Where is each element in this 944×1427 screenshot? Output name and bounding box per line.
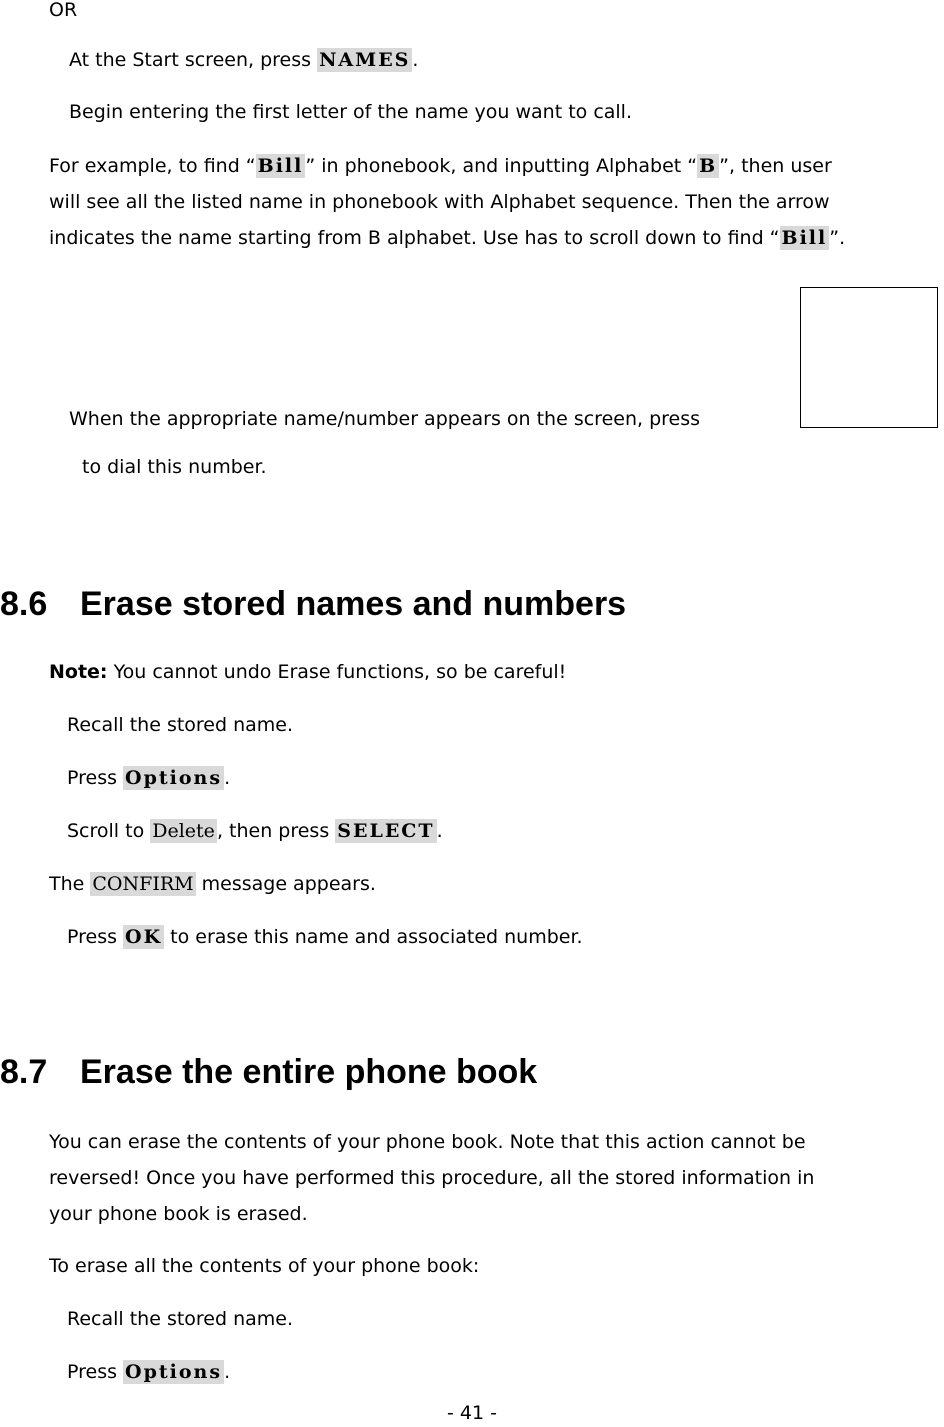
example-line-3	[49, 229, 845, 248]
paragraph-erase-all: To erase all the contents of your phone book:	[49, 1255, 480, 1277]
step-text: At the Start screen, press	[69, 49, 318, 71]
note-text: You cannot undo Erase functions, so be careful!	[107, 661, 567, 683]
section-title: Erase stored names and numbers	[80, 585, 627, 623]
step-text: .	[412, 49, 419, 71]
example-line-2: will see all the listed name in phonebook with Alphabet sequence. Then the arrow	[49, 191, 830, 213]
paragraph-line-3: your phone book is erased.	[49, 1203, 308, 1225]
step-text: , then press	[216, 820, 336, 842]
options-key: Options	[125, 767, 223, 789]
page-number: - 41 -	[447, 1402, 497, 1424]
section-title: Erase the entire phone book	[80, 1053, 538, 1091]
bill-key: Bill	[257, 155, 304, 177]
select-key: SELECT	[337, 820, 435, 842]
step-text: to erase this name and associated number.	[164, 926, 583, 948]
section-heading-8-7	[0, 1055, 537, 1089]
step-recall-name-2: Recall the stored name.	[67, 1308, 294, 1330]
send-key-image-frame	[800, 287, 938, 428]
example-text: ” in phonebook, and inputting Alphabet “	[305, 155, 698, 177]
step-text: .	[224, 1361, 231, 1383]
options-key: Options	[125, 1361, 223, 1383]
names-key: NAMES	[319, 49, 411, 71]
note-label: Note:	[49, 661, 108, 683]
section-heading-8-6	[0, 587, 626, 621]
example-text: indicates the name starting from B alphabet. Use has to scroll down to find “	[49, 227, 780, 249]
step-text: Press	[67, 926, 124, 948]
step-text: .	[224, 767, 231, 789]
step-text: Press	[67, 767, 124, 789]
bill-key: Bill	[781, 227, 828, 249]
step-confirm-message	[49, 875, 376, 894]
paragraph-line-1: You can erase the contents of your phone book. Note that this action cannot be	[49, 1131, 806, 1153]
delete-key: Delete	[152, 820, 215, 842]
example-line-1	[49, 157, 832, 176]
confirm-key: CONFIRM	[92, 873, 194, 895]
step-dial-number: to dial this number.	[82, 456, 267, 478]
ok-key: OK	[125, 926, 163, 948]
step-text: The	[49, 873, 91, 895]
step-scroll-delete	[67, 822, 443, 841]
note-line	[49, 663, 566, 682]
step-begin-entering: Begin entering the first letter of the name you want to call.	[69, 101, 633, 123]
section-number: 8.7	[0, 1053, 48, 1091]
step-text: Scroll to	[67, 820, 151, 842]
example-text: For example, to find “	[49, 155, 256, 177]
step-press-options	[67, 769, 230, 788]
step-appropriate-name: When the appropriate name/number appears on the screen, press	[69, 408, 701, 430]
paragraph-line-2: reversed! Once you have performed this procedure, all the stored information in	[49, 1167, 815, 1189]
example-text: ”, then user	[719, 155, 832, 177]
section-number: 8.6	[0, 585, 48, 623]
or-label: OR	[49, 0, 78, 21]
step-press-names	[69, 51, 418, 70]
example-text: ”.	[829, 227, 846, 249]
step-text: .	[436, 820, 443, 842]
step-text: message appears.	[195, 873, 376, 895]
step-text: Press	[67, 1361, 124, 1383]
step-press-options-2	[67, 1363, 230, 1382]
b-key: B	[699, 155, 718, 177]
step-press-ok	[67, 928, 583, 947]
step-recall-name: Recall the stored name.	[67, 714, 294, 736]
